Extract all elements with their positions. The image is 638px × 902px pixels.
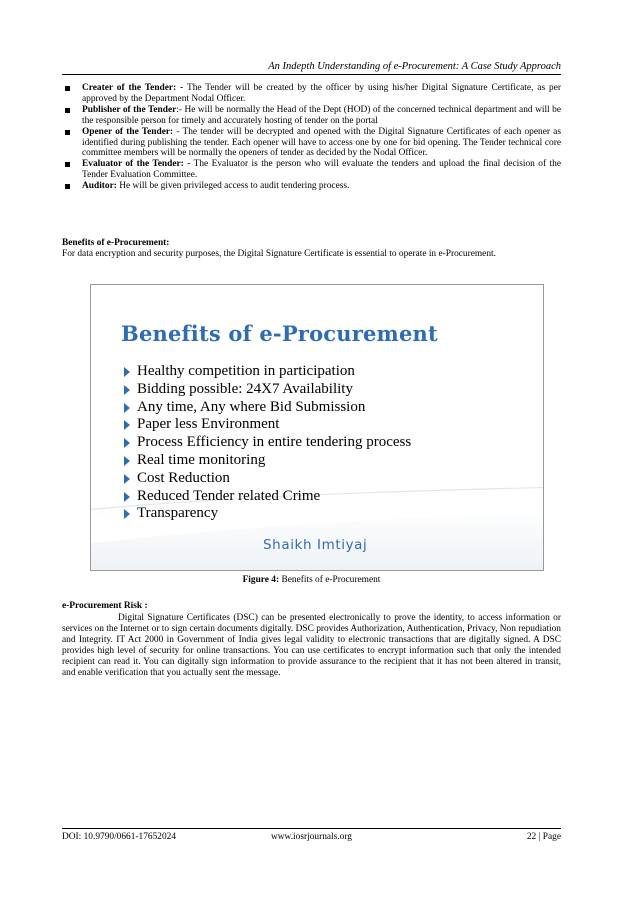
arrow-bullet-icon — [124, 474, 130, 484]
benefits-heading: Benefits of e-Procurement: — [62, 238, 170, 248]
square-bullet-icon — [65, 162, 70, 167]
benefits-list — [123, 363, 411, 523]
risk-heading: e-Procurement Risk : — [62, 601, 148, 611]
role-term: Creater of the Tender: - — [82, 83, 184, 93]
arrow-bullet-icon — [124, 385, 130, 395]
list-item — [62, 105, 561, 127]
list-item — [123, 381, 411, 399]
list-item — [123, 505, 411, 523]
benefit-text: Process Efficiency in entire tendering process — [137, 434, 412, 451]
list-item — [62, 181, 561, 192]
arrow-bullet-icon — [124, 403, 130, 413]
role-description: :- He will be normally the Head of the Dept (HOD) of the concerned technical department and will be the responsible person for timely and accurately hosting of tender on the portal — [82, 104, 561, 126]
role-term: Evaluator of the Tender: - — [82, 159, 191, 170]
arrow-bullet-icon — [124, 492, 130, 502]
risk-paragraph: Digital Signature Certificates (DSC) can be presented electronically to prove the identity, to access information or services on the Internet or to sign certain documents digitally. DSC provides Authorization, Authentication, Privacy, Non repudiation and Integrity. IT Act 2000 in Government of India gives legal validity to electronic transactions that are digitally signed. A DSC provides high level of security for online transactions. You can use certificates to encrypt information such that only the intended recipient can read it. You can digitally sign information to provide assurance to the recipient that it has not been altered in transit, and enable verification that you actually sent the message. — [62, 613, 561, 678]
role-term: Opener of the Tender: — [82, 126, 174, 137]
list-item — [123, 363, 411, 381]
role-description: He will be given privileged access to audit tendering process. — [116, 181, 350, 192]
role-term: Publisher of the Tender — [82, 104, 177, 115]
page-footer — [62, 828, 561, 842]
figure-caption — [62, 575, 561, 586]
benefit-text: Bidding possible: 24X7 Availability — [137, 380, 353, 397]
slide-author: Shaikh Imtiyaj — [263, 537, 368, 553]
list-item — [123, 470, 411, 488]
arrow-bullet-icon — [124, 367, 130, 377]
arrow-bullet-icon — [124, 420, 130, 430]
tender-roles-list — [62, 83, 561, 192]
arrow-bullet-icon — [124, 456, 130, 466]
square-bullet-icon — [65, 108, 70, 113]
arrow-bullet-icon — [124, 509, 130, 519]
caption-text: Benefits of e-Procurement — [279, 575, 381, 585]
slide-title: Benefits of e-Procurement — [121, 321, 438, 346]
footer-page-number: 22 | Page — [526, 832, 561, 842]
arrow-bullet-icon — [124, 438, 130, 448]
list-item — [62, 83, 561, 105]
role-description: The Tender will be created by the officer by using his/her Digital Signature Certificate, as per approved by the Department Nodal Officer. — [82, 83, 561, 104]
running-header: An Indepth Understanding of e-Procurement: A Case Study Approach — [62, 60, 561, 75]
list-item — [123, 416, 411, 434]
caption-label: Figure 4: — [242, 575, 280, 585]
benefit-text: Reduced Tender related Crime — [137, 487, 321, 504]
list-item — [123, 488, 411, 506]
list-item — [123, 399, 411, 417]
role-term: Auditor: — [82, 181, 117, 192]
role-description: - The tender will be decrypted and opened with the Digital Signature Certificates of each opener as identified during publishing the tender. Each opener will have to access one by one for bid opening. The Tender technical core committee members will be normally the openers of tender as decided by the Nodal Officer. — [82, 126, 561, 159]
benefit-text: Healthy competition in participation — [137, 363, 355, 379]
footer-doi: DOI: 10.9790/0661-17652024 — [62, 832, 177, 842]
role-description: The Evaluator is the person who will evaluate the tenders and upload the final decision of the Tender Evaluation Committee. — [82, 159, 561, 181]
square-bullet-icon — [65, 184, 70, 189]
benefit-text: Transparency — [137, 505, 219, 522]
benefit-text: Any time, Any where Bid Submission — [137, 398, 366, 415]
square-bullet-icon — [65, 130, 70, 135]
list-item — [123, 452, 411, 470]
square-bullet-icon — [65, 86, 70, 91]
list-item — [123, 434, 411, 452]
list-item — [62, 159, 561, 181]
benefit-text: Real time monitoring — [137, 451, 266, 468]
list-item — [62, 127, 561, 160]
benefit-text: Cost Reduction — [137, 469, 230, 486]
benefits-figure — [90, 284, 544, 571]
benefits-paragraph: For data encryption and security purposes, the Digital Signature Certificate is essential to operate in e-Procurement. — [62, 249, 496, 259]
footer-website: www.iosrjournals.org — [271, 832, 352, 842]
benefit-text: Paper less Environment — [137, 416, 280, 433]
